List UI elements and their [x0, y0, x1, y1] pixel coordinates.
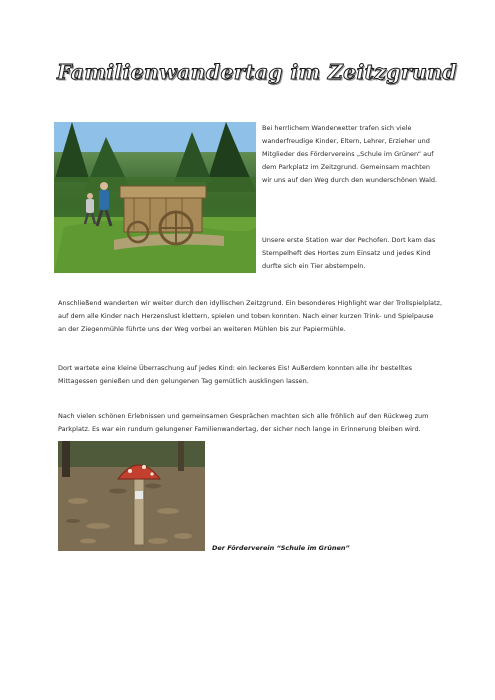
photo-mushroom-signpost-drawing: [58, 441, 205, 551]
paragraph-trollspielplatz: Anschließend wanderten wir weiter durch den idyllischen Zeitzgrund. Ein besonderes Highlight war der Trollspielplatz, auf dem alle Kinder nach Herzenslust klettern, spielen und toben konnten. Nach einer kurzen Trink- und Spielpause an der Ziegenmühle führte uns der Weg vorbei an weiteren Mühlen bis zur Papiermühle.: [58, 299, 443, 333]
paragraph-intro: Bei herrlichem Wanderwetter trafen sich viele wanderfreudige Kinder, Eltern, Lehrer, Erzieher und Mitglieder des Fördervereins „Schule im Grünen“ auf dem Parkplatz im Zeitzgrund. Gemeinsam machten wir uns auf den Weg durch den wunderschönen Wald.: [262, 124, 438, 184]
photo-mushroom-signpost: [58, 441, 205, 551]
paragraph-pechofen: Unsere erste Station war der Pechofen. Dort kam das Stempelheft des Hortes zum Einsatz und jedes Kind durfte sich ein Tier abstempeln.: [262, 236, 436, 270]
page-title: Familienwandertag im Zeitzgrund: [57, 60, 458, 84]
photo-hikers-wooden-cart: [54, 122, 256, 273]
photo-hikers-wooden-cart-drawing: [54, 122, 256, 273]
paragraph-rueckweg: Nach vielen schönen Erlebnissen und gemeinsamen Gesprächen machten sich alle fröhlich auf den Rückweg zum Parkplatz. Es war ein rundum gelungener Familienwandertag, der sicher noch lange in Erinnerung bleiben wird.: [58, 412, 429, 433]
signature-foerderverein: Der Förderverein “Schule im Grünen”: [212, 544, 350, 552]
paragraph-ueberraschung: Dort wartete eine kleine Überraschung auf jedes Kind: ein leckeres Eis! Außerdem konnten alle ihr bestelltes Mittagessen genießen und den gelungenen Tag gemütlich ausklingen lassen.: [58, 364, 412, 385]
